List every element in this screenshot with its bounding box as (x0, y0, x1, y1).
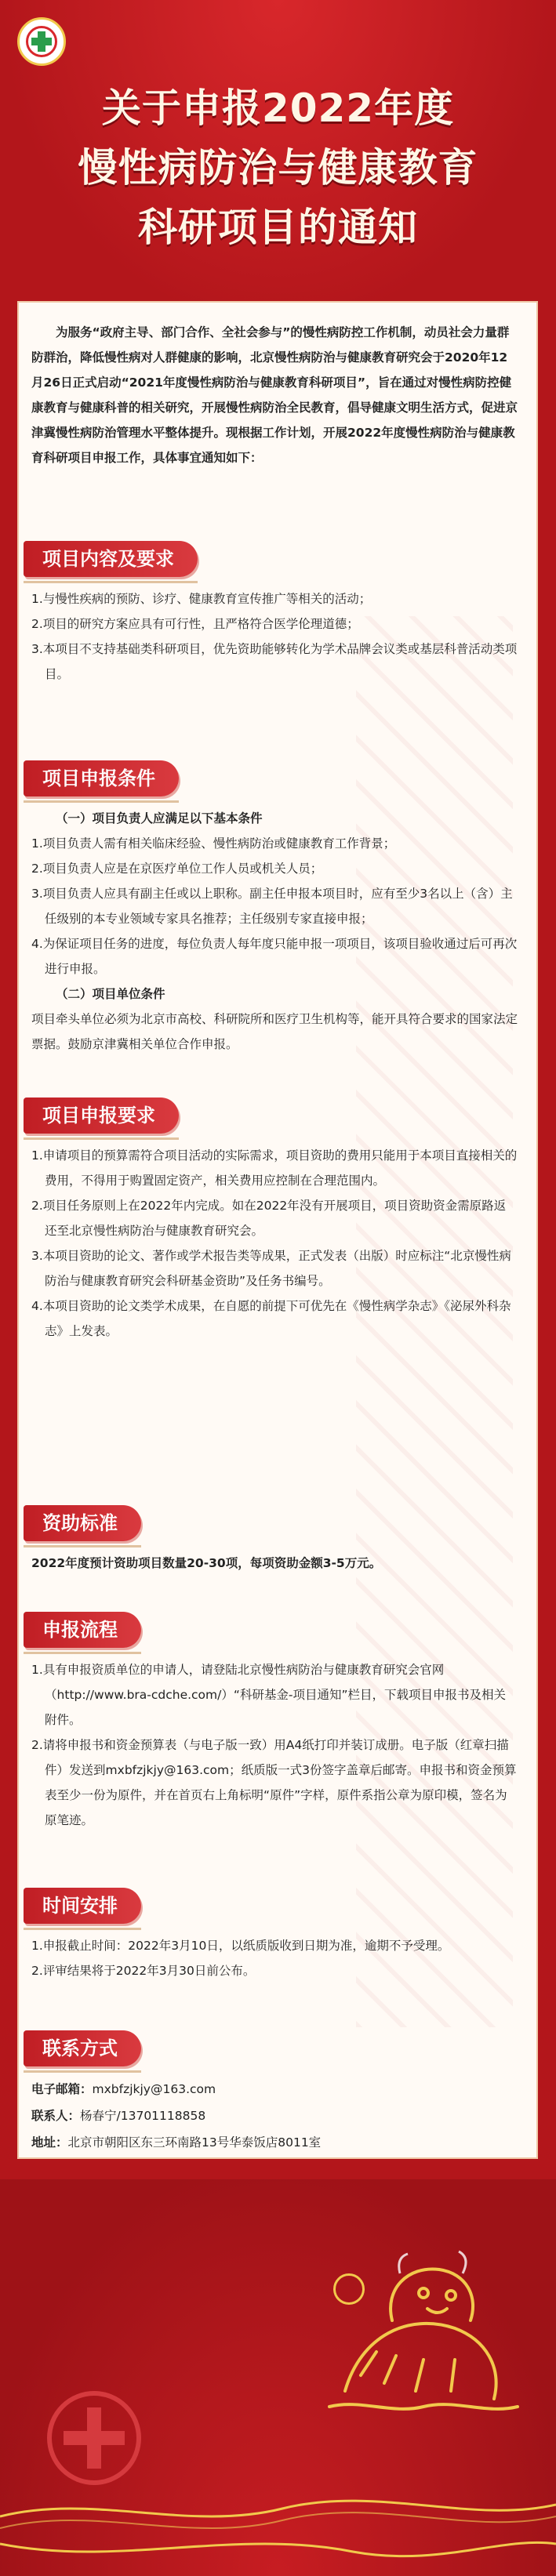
section-funding-body (31, 1551, 518, 1576)
contact-address-row (31, 2129, 518, 2156)
list-item: 3.项目负责人应具有副主任或以上职称。副主任申报本项目时，应有至少3名以上（含）主任级别的本专业领域专家具名推荐；主任级别专家直接申报； (31, 887, 513, 926)
funding-text: 2022年度预计资助项目数量20-30项，每项资助金额3-5万元。 (31, 1556, 382, 1570)
list-item: 2.项目负责人应是在京医疗单位工作人员或机关人员； (31, 862, 323, 876)
page-title (0, 78, 556, 257)
section-heading-process: 申报流程 (24, 1612, 141, 1648)
gold-wave-decoration (0, 2485, 556, 2532)
contact-email-row (31, 2076, 518, 2103)
section-heading-contact: 联系方式 (24, 2030, 141, 2066)
subheading-unit: （二）项目单位条件 (56, 987, 165, 1001)
gold-wave-decoration-lower (0, 2528, 556, 2575)
section-requirements-body (31, 1143, 518, 1344)
list-item: 2.评审结果将于2022年3月30日前公布。 (31, 1964, 256, 1978)
tiger-illustration-icon (298, 2195, 525, 2430)
list-item: 1.具有申报资质单位的申请人，请登陆北京慢性病防治与健康教育研究会官网（http://www.bra-cdche.com/）“科研基金-项目通知”栏目，下载项目申报书及相关附件。 (31, 1663, 507, 1727)
intro-text: 为服务“政府主导、部门合作、全社会参与”的慢性病防控工作机制，动员社会力量群防群治，降低慢性病对人群健康的影响，北京慢性病防治与健康教育研究会于2020年12月26日正式启动“2021年度慢性病防治与健康教育科研项目”，旨在通过对慢性病防控健康教育与健康科普的相关研究，开展慢性病防治全民教育，倡导健康文明生活方式，促进京津冀慢性病防治管理水平整体提升。现根据工作计划，开展2022年度慢性病防治与健康教育科研项目申报工作，具体事宜通知如下： (31, 325, 518, 465)
title-line-3: 科研项目的通知 (138, 205, 418, 250)
section-heading-funding: 资助标准 (24, 1505, 141, 1541)
section-heading-requirements: 项目申报要求 (24, 1098, 179, 1134)
email-label: 电子邮箱： (31, 2082, 93, 2096)
list-item: 4.为保证项目任务的进度，每位负责人每年度只能申报一项项目，该项目验收通过后可再次进行申报。 (31, 937, 518, 976)
section-conditions-body (31, 806, 518, 1057)
section-heading-content: 项目内容及要求 (24, 541, 198, 577)
section-heading-conditions: 项目申报条件 (24, 760, 179, 796)
hospital-logo-icon (17, 17, 66, 66)
list-item: 1.项目负责人需有相关临床经验、慢性病防治或健康教育工作背景； (31, 836, 396, 851)
list-item: 3.本项目不支持基础类科研项目，优先资助能够转化为学术品牌会议类或基层科普活动类项目。 (31, 642, 518, 681)
address-label: 地址： (31, 2135, 68, 2150)
section-process-body (31, 1657, 518, 1833)
list-item: 1.与慢性疾病的预防、诊疗、健康教育宣传推广等相关的活动； (31, 592, 372, 606)
section-content-body (31, 586, 518, 687)
address-value: 北京市朝阳区东三环南路13号华泰饭店8011室 (67, 2135, 322, 2150)
list-item: 2.项目的研究方案应具有可行性，且严格符合医学伦理道德； (31, 617, 359, 631)
list-item: 项目牵头单位必须为北京市高校、科研院所和医疗卫生机构等，能开具符合要求的国家法定票据。鼓励京津冀相关单位合作申报。 (31, 1012, 518, 1051)
title-line-1: 关于申报2022年度 (101, 85, 455, 131)
list-item: 2.请将申报书和资金预算表（与电子版一致）用A4纸打印并装订成册。电子版（红章扫描件）发送到mxbfzjkjy@163.com；纸质版一式3份签字盖章后邮寄。申报书和资金预算表至少一份为原件，并在首页右上角标明“原件”字样，原件系指公章为原印模，签名为原笔迹。 (31, 1738, 517, 1827)
list-item: 4.本项目资助的论文类学术成果，在自愿的前提下可优先在《慢性病学杂志》《泌尿外科杂志》上发表。 (31, 1299, 511, 1338)
list-item: 1.申请项目的预算需符合项目活动的实际需求，项目资助的费用只能用于本项目直接相关的费用，不得用于购置固定资产，相关费用应控制在合理范围内。 (31, 1148, 518, 1188)
section-contact-body (31, 2076, 518, 2156)
subheading-leader: （一）项目负责人应满足以下基本条件 (56, 811, 263, 825)
contact-person-row (31, 2103, 518, 2129)
list-item: 2.项目任务原则上在2022年内完成。如在2022年没有开展项目，项目资助资金需原路返还至北京慢性病防治与健康教育研究会。 (31, 1199, 507, 1238)
person-value: 杨春宁/13701118858 (80, 2109, 206, 2123)
list-item: 3.本项目资助的论文、著作或学术报告类等成果，正式发表（出版）时应标注“北京慢性病防治与健康教育研究会科研基金资助”及任务书编号。 (31, 1249, 511, 1288)
intro-paragraph (31, 320, 518, 470)
section-schedule-body (31, 1933, 518, 1983)
list-item: 1.申报截止时间：2022年3月10日，以纸质版收到日期为准，逾期不予受理。 (31, 1939, 450, 1953)
email-value[interactable]: mxbfzjkjy@163.com (92, 2082, 216, 2096)
section-heading-schedule: 时间安排 (24, 1888, 141, 1924)
seal-stamp-icon (333, 2273, 365, 2305)
person-label: 联系人： (31, 2109, 81, 2123)
red-cross-icon (47, 2391, 141, 2485)
title-line-2: 慢性病防治与健康教育 (78, 145, 478, 190)
